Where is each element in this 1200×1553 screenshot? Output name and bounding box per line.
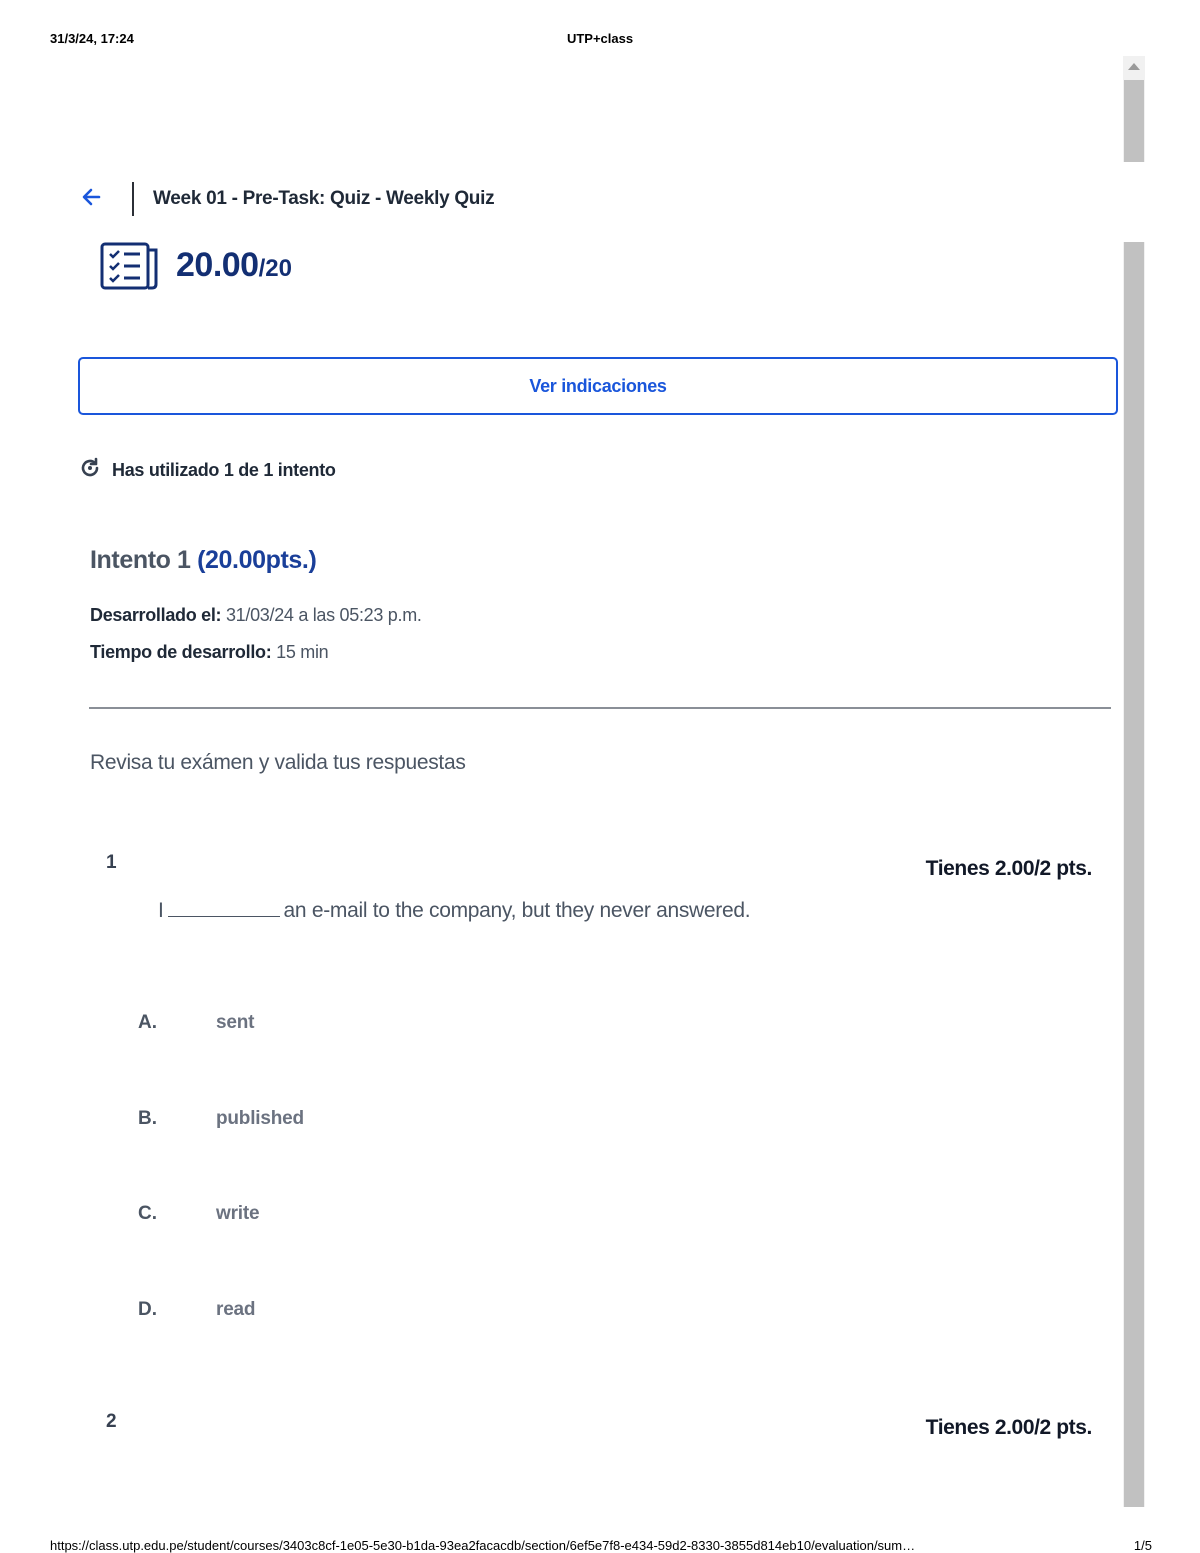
arrow-left-icon[interactable] xyxy=(80,186,104,212)
scroll-up-arrow-icon[interactable] xyxy=(1128,63,1140,70)
question-text-after: an e-mail to the company, but they never answered. xyxy=(283,899,751,922)
content-scrollbar-thumb[interactable] xyxy=(1124,242,1144,1507)
time-label: Tiempo de desarrollo: xyxy=(90,642,272,662)
question-score: Tienes 2.00/2 pts. xyxy=(925,857,1092,880)
intento-points: (20.00pts.) xyxy=(197,546,317,574)
ver-indicaciones-button[interactable]: Ver indicaciones xyxy=(78,357,1118,415)
option-letter: B. xyxy=(138,1108,157,1129)
print-page-number: 1/5 xyxy=(1133,1538,1152,1553)
review-instructions: Revisa tu exámen y valida tus respuestas xyxy=(90,751,466,774)
option-letter: D. xyxy=(138,1299,157,1320)
option-d[interactable] xyxy=(138,1299,255,1321)
time-value: 15 min xyxy=(276,642,329,662)
developed-value: 31/03/24 a las 05:23 p.m. xyxy=(225,605,422,625)
question-score: Tienes 2.00/2 pts. xyxy=(925,1416,1092,1439)
question-number: 1 xyxy=(106,852,117,873)
option-label: published xyxy=(216,1108,304,1129)
attempts-text: Has utilizado 1 de 1 intento xyxy=(112,460,336,480)
option-letter: A. xyxy=(138,1012,157,1033)
print-date: 31/3/24, 17:24 xyxy=(50,31,134,46)
outer-scrollbar-thumb[interactable] xyxy=(1124,80,1144,162)
option-label: sent xyxy=(216,1012,255,1033)
option-letter: C. xyxy=(138,1203,157,1224)
development-time xyxy=(90,642,328,663)
option-b[interactable] xyxy=(138,1108,304,1130)
attempts-info xyxy=(78,456,336,485)
option-label: write xyxy=(216,1203,260,1224)
print-title: UTP+class xyxy=(566,31,634,46)
score-total: /20 xyxy=(258,255,292,282)
header-divider xyxy=(132,182,134,216)
page-title: Week 01 - Pre-Task: Quiz - Weekly Quiz xyxy=(153,188,495,209)
content-scrollbar[interactable] xyxy=(1123,242,1145,1507)
question-number: 2 xyxy=(106,1411,117,1432)
score-value: 20.00 xyxy=(176,246,259,284)
checklist-icon xyxy=(100,240,160,292)
option-c[interactable] xyxy=(138,1203,259,1225)
question-text xyxy=(158,898,750,923)
answer-blank xyxy=(168,898,280,917)
print-url: https://class.utp.edu.pe/student/courses/3403c8cf-1e05-5e30-b1da-93ea2facacdb/section/6ef5e7f8-e434-59d2-8330-3855d814eb10/evaluation/sum… xyxy=(50,1538,916,1553)
intento-title xyxy=(90,546,316,575)
score-display xyxy=(176,246,292,285)
question-text-before: I xyxy=(158,899,164,922)
refresh-icon xyxy=(78,456,102,485)
developed-label: Desarrollado el: xyxy=(90,605,222,625)
section-divider xyxy=(89,707,1111,709)
outer-scrollbar[interactable] xyxy=(1123,56,1145,162)
intento-label: Intento 1 xyxy=(90,546,191,574)
developed-on xyxy=(90,605,422,626)
option-label: read xyxy=(216,1299,256,1320)
option-a[interactable] xyxy=(138,1012,254,1034)
